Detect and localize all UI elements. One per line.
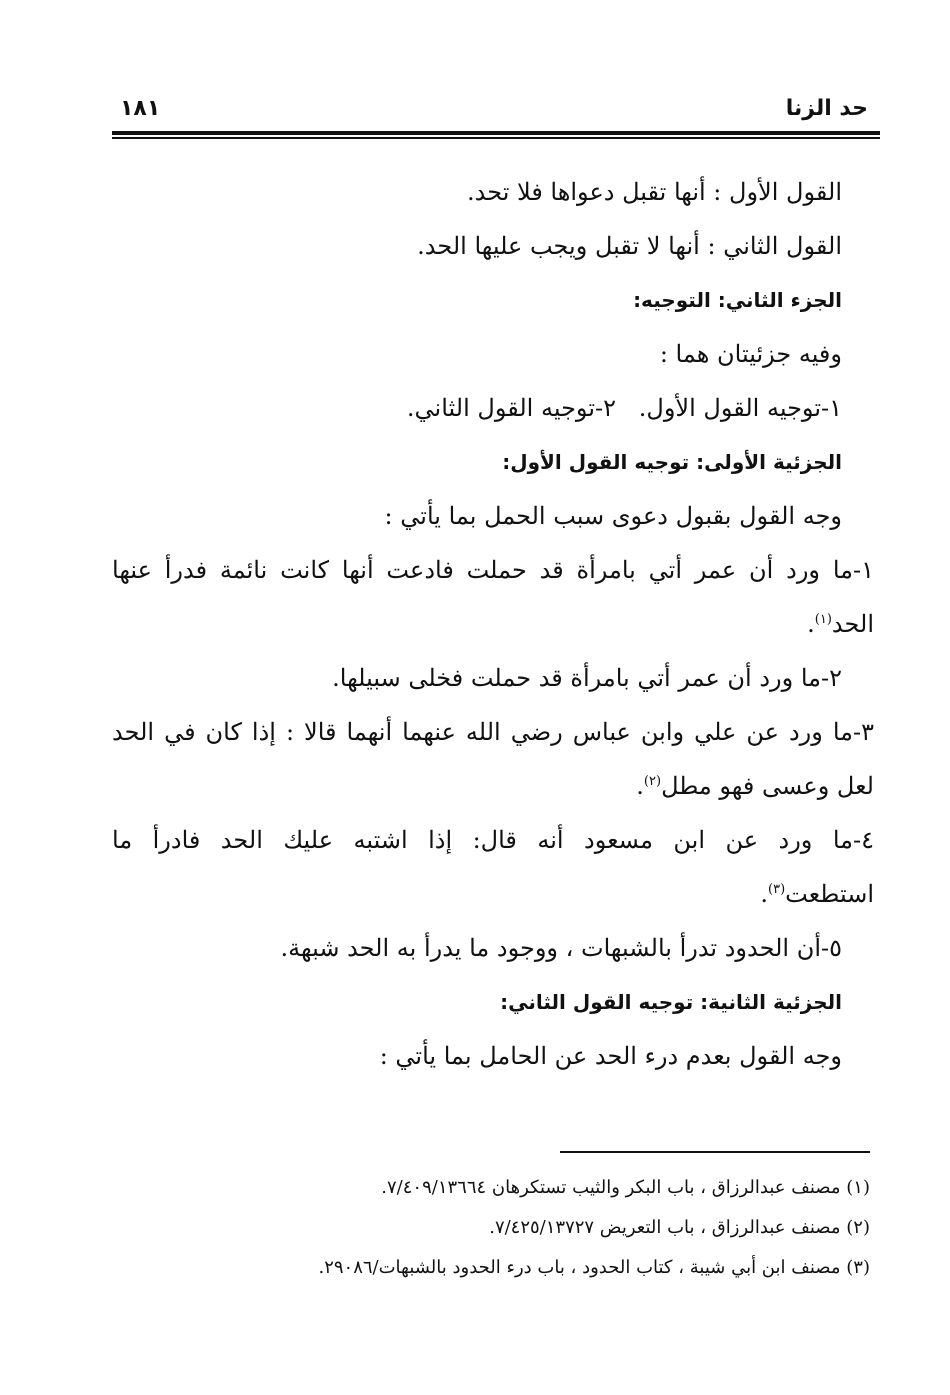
- list-row: [112, 381, 842, 435]
- text-line: وفيه جزئيتان هما :: [659, 340, 842, 368]
- footnotes: [112, 1168, 870, 1288]
- text-line: ٤-ما ورد عن ابن مسعود أنه قال: إذا اشتبه عليك الحد فادرأ ما: [112, 826, 874, 854]
- footnote: (١) مصنف عبدالرزاق ، باب البكر والثيب تستكرهان ٧/٤٠٩/١٣٦٦٤.: [381, 1177, 870, 1198]
- list-item: ١-توجيه القول الأول.: [638, 394, 842, 422]
- main-text: [112, 165, 874, 1083]
- text-line: ٥-أن الحدود تدرأ بالشبهات ، ووجود ما يدرأ به الحد شبهة.: [280, 934, 842, 962]
- text-line: ٢-ما ورد أن عمر أتي بامرأة قد حملت فخلى سبيلها.: [332, 664, 842, 692]
- footnote: (٣) مصنف ابن أبي شيبة ، كتاب الحدود ، باب درء الحدود بالشبهات/٢٩٠٨٦.: [318, 1257, 870, 1278]
- footnote-marker: (٣): [768, 882, 786, 897]
- running-header: [112, 92, 880, 132]
- text-line: وجه القول بعدم درء الحد عن الحامل بما يأتي :: [379, 1042, 842, 1070]
- text-line: القول الأول : أنها تقبل دعواها فلا تحد.: [466, 178, 842, 206]
- text-fragment: الحد: [831, 610, 874, 638]
- text-line: [112, 759, 874, 813]
- section-heading: الجزء الثاني: التوجيه:: [633, 288, 842, 312]
- footnote-marker: (١): [814, 612, 832, 627]
- text-fragment: .: [636, 772, 644, 800]
- text-fragment: استطعت: [785, 880, 874, 908]
- text-line: ٣-ما ورد عن علي وابن عباس رضي الله عنهما أنهما قالا : إذا كان في الحد: [112, 718, 874, 746]
- text-fragment: .: [807, 610, 815, 638]
- header-divider: [112, 131, 880, 141]
- header-title: حد الزنا: [785, 96, 868, 121]
- text-line: [112, 597, 874, 651]
- header-divider-thin: [112, 137, 880, 139]
- text-line: وجه القول بقبول دعوى سبب الحمل بما يأتي :: [384, 502, 842, 530]
- section-heading: الجزئية الثانية: توجيه القول الثاني:: [500, 990, 842, 1014]
- footnote-divider: [560, 1151, 870, 1153]
- text-fragment: لعل وعسى فهو مطل: [661, 772, 874, 800]
- text-fragment: .: [760, 880, 768, 908]
- header-divider-thick: [112, 131, 880, 135]
- footnote: (٢) مصنف عبدالرزاق ، باب التعريض ٧/٤٢٥/١٣٧٢٧.: [489, 1217, 870, 1238]
- page-number: ١٨١: [120, 96, 161, 121]
- section-heading: الجزئية الأولى: توجيه القول الأول:: [502, 450, 842, 474]
- list-item: ٢-توجيه القول الثاني.: [406, 394, 616, 422]
- footnote-marker: (٢): [643, 774, 662, 789]
- text-line: القول الثاني : أنها لا تقبل ويجب عليها الحد.: [417, 232, 842, 260]
- text-line: ١-ما ورد أن عمر أتي بامرأة قد حملت فادعت أنها كانت نائمة فدرأ عنها: [112, 556, 874, 584]
- text-line: [112, 867, 874, 921]
